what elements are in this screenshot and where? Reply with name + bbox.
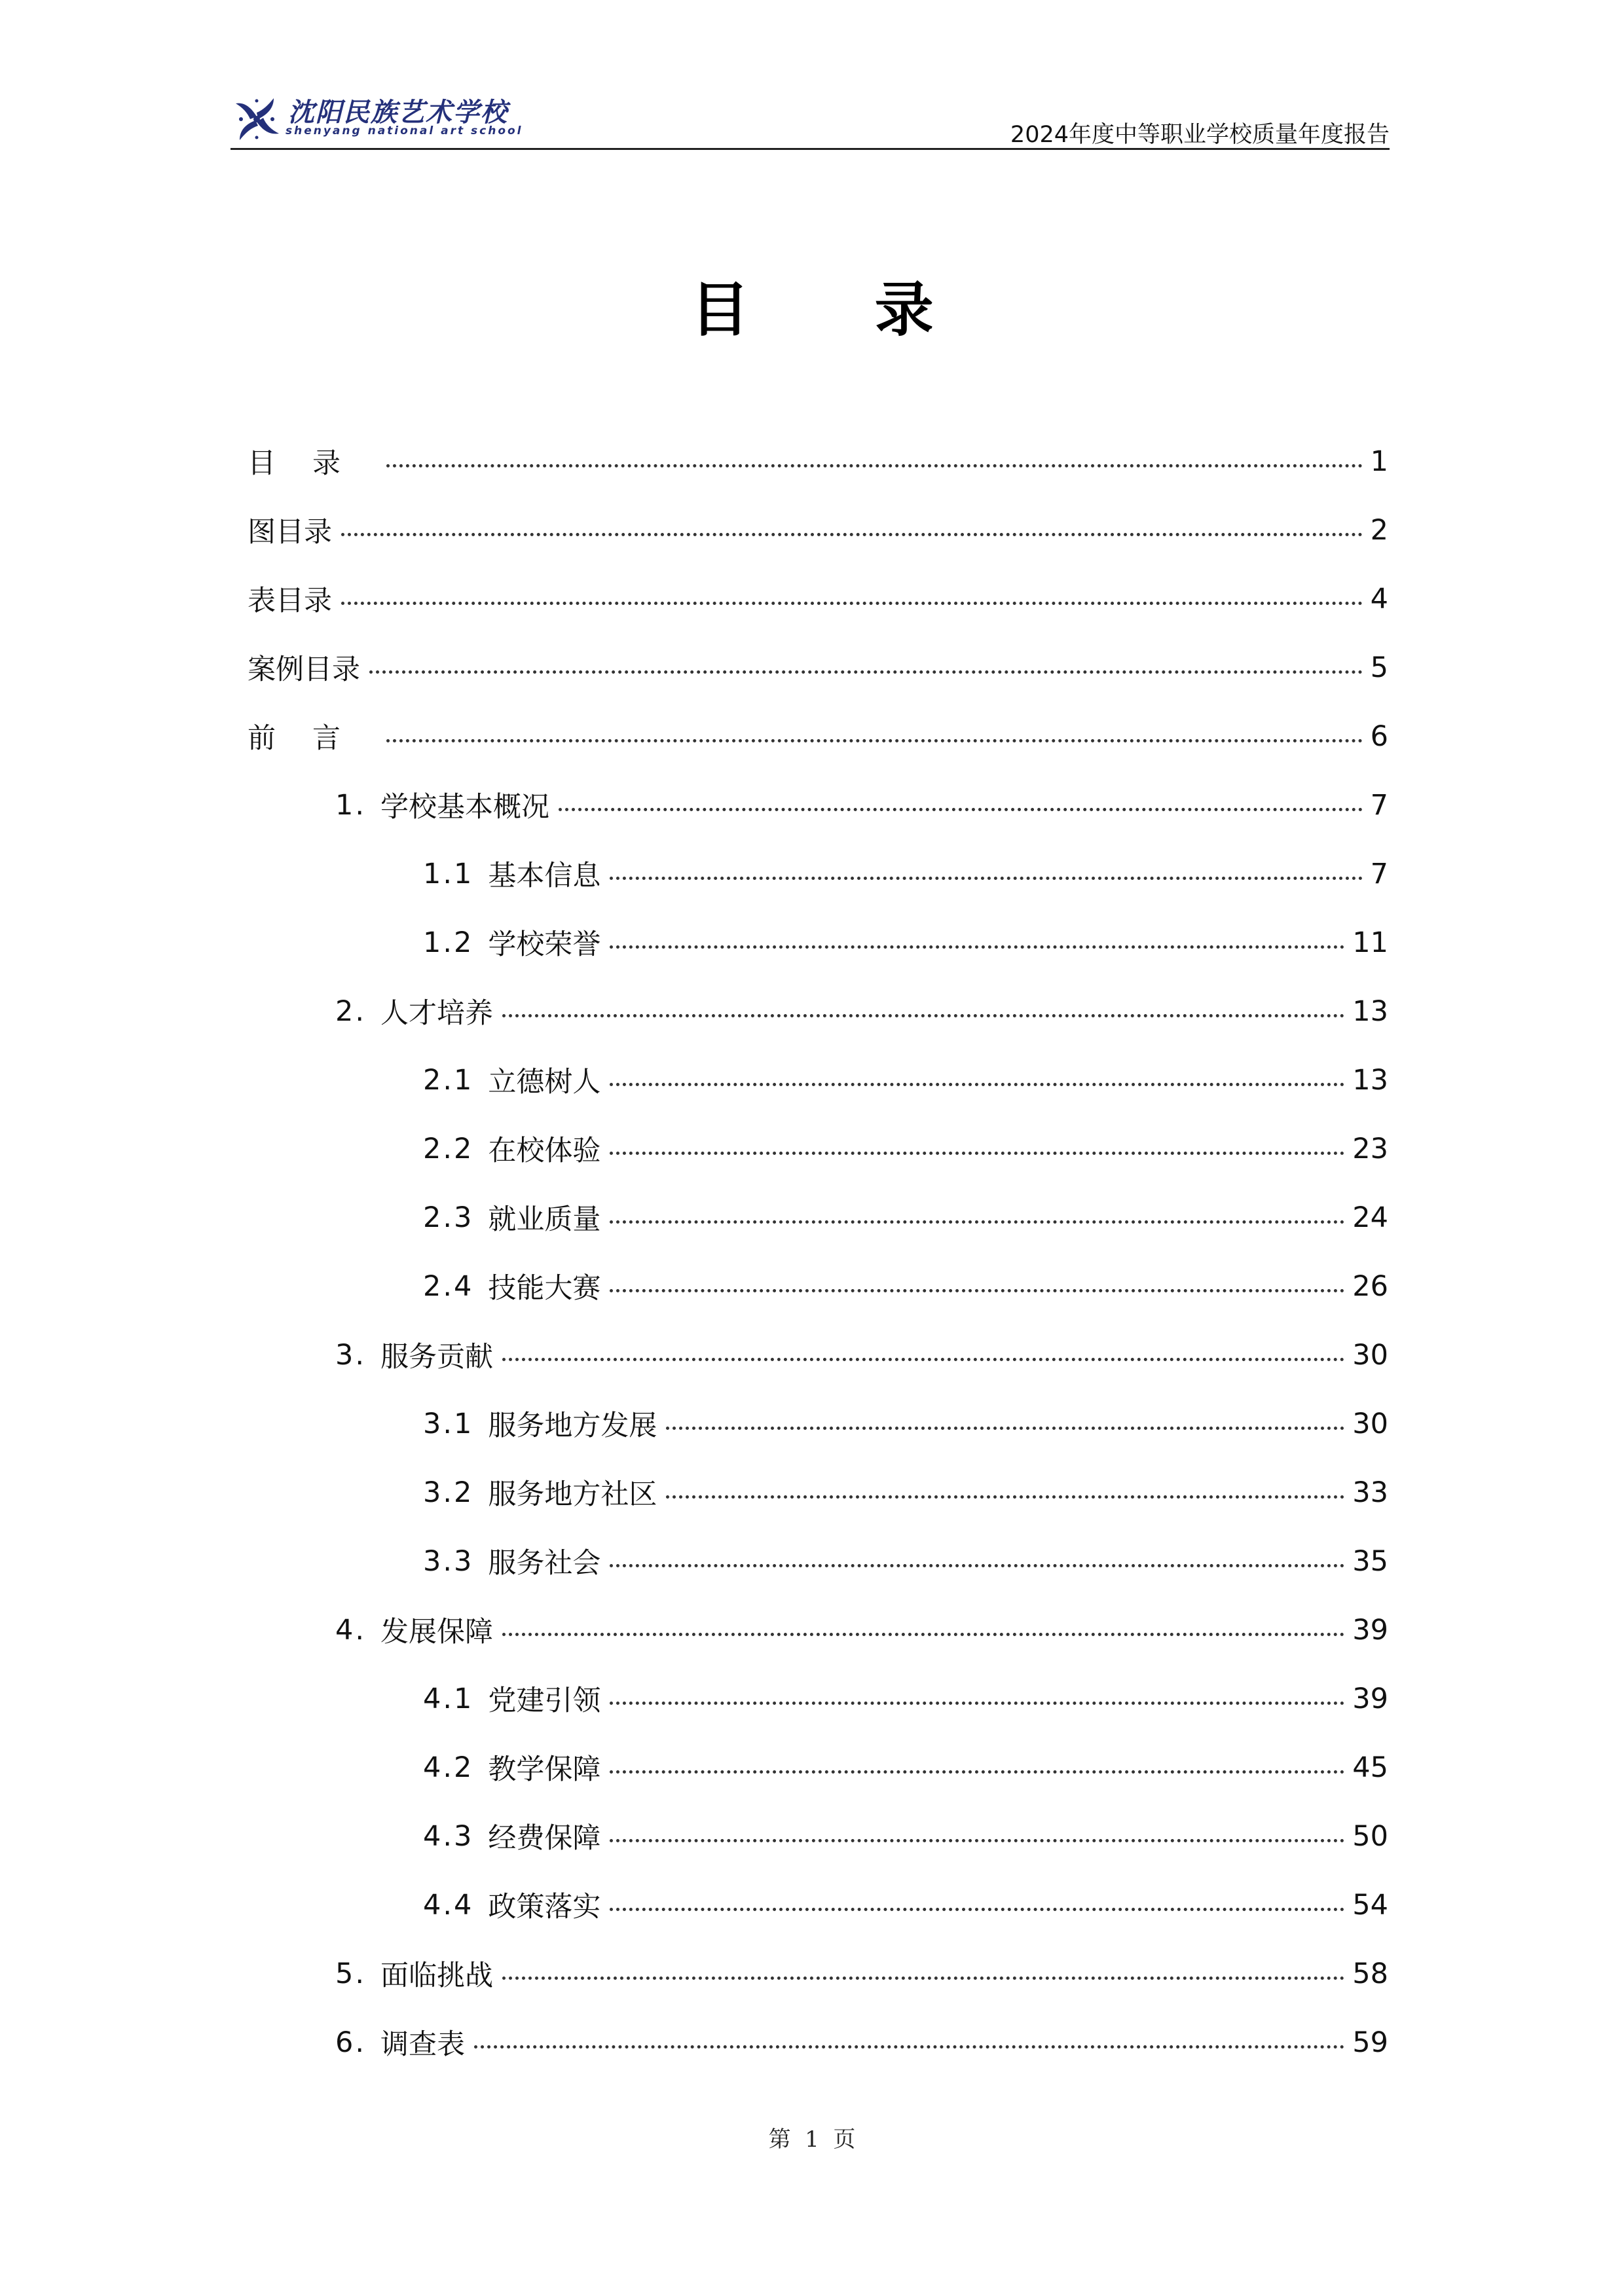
toc-entry[interactable]	[248, 1458, 1388, 1527]
toc-dot-leader	[559, 808, 1363, 811]
toc-dot-leader	[610, 1564, 1344, 1567]
toc-entry-page-number: 23	[1352, 1132, 1388, 1165]
toc-entry-label: 目录	[248, 447, 377, 480]
toc-dot-leader	[610, 1289, 1344, 1292]
toc-dot-leader	[610, 1908, 1344, 1911]
toc-dot-leader	[386, 464, 1363, 467]
toc-dot-leader	[369, 670, 1363, 674]
toc-dot-leader	[341, 602, 1363, 605]
toc-dot-leader	[502, 1014, 1344, 1017]
toc-entry-page-number: 39	[1352, 1613, 1388, 1647]
toc-entry-number: 6.	[335, 2026, 367, 2059]
toc-entry-number: 4.	[335, 1613, 367, 1647]
toc-entry-number: 4.1	[423, 1682, 474, 1715]
toc-dot-leader	[474, 2045, 1344, 2049]
toc-entry-label: 服务贡献	[380, 1341, 494, 1374]
toc-entry[interactable]	[248, 564, 1388, 633]
toc-entry-page-number: 7	[1370, 857, 1388, 890]
toc-entry[interactable]	[248, 633, 1388, 702]
toc-entry-label: 前言	[248, 722, 377, 755]
logo-school-name-cn: 沈阳民族艺术学校	[288, 97, 508, 128]
toc-entry-page-number: 50	[1352, 1819, 1388, 1853]
toc-entry[interactable]	[248, 1939, 1388, 2008]
toc-entry-label: 立德树人	[488, 1066, 601, 1099]
toc-entry[interactable]	[248, 1870, 1388, 1939]
toc-entry-page-number: 1	[1370, 445, 1388, 478]
toc-dot-leader	[610, 1702, 1344, 1705]
toc-entry-page-number: 6	[1370, 720, 1388, 753]
toc-entry[interactable]	[248, 427, 1388, 496]
toc-entry-page-number: 59	[1352, 2026, 1388, 2059]
toc-entry-page-number: 45	[1352, 1751, 1388, 1784]
page-header	[231, 92, 1390, 151]
toc-entry[interactable]	[248, 1389, 1388, 1458]
toc-dot-leader	[610, 1152, 1344, 1155]
toc-entry-number: 2.2	[423, 1132, 474, 1165]
toc-entry[interactable]	[248, 702, 1388, 771]
toc-entry[interactable]	[248, 1664, 1388, 1733]
toc-entry-number: 3.	[335, 1338, 367, 1372]
toc-entry-page-number: 13	[1352, 1063, 1388, 1097]
toc-entry-number: 2.4	[423, 1269, 474, 1303]
toc-entry-label: 发展保障	[380, 1616, 494, 1649]
toc-entry-number: 2.1	[423, 1063, 474, 1097]
toc-entry-label: 就业质量	[488, 1203, 601, 1236]
toc-entry-number: 2.	[335, 994, 367, 1028]
school-emblem-icon	[231, 93, 283, 145]
toc-dot-leader	[610, 1083, 1344, 1086]
toc-entry-label: 人才培养	[380, 997, 494, 1030]
toc-entry[interactable]	[248, 1183, 1388, 1252]
toc-entry-page-number: 33	[1352, 1476, 1388, 1509]
toc-entry-label: 图目录	[248, 516, 332, 549]
toc-entry-number: 3.1	[423, 1407, 474, 1440]
toc-entry-label: 服务社会	[488, 1547, 601, 1580]
toc-entry[interactable]	[248, 839, 1388, 908]
toc-entry-page-number: 24	[1352, 1201, 1388, 1234]
toc-entry[interactable]	[248, 977, 1388, 1046]
toc-entry-label: 经费保障	[488, 1822, 601, 1855]
toc-entry-page-number: 5	[1370, 651, 1388, 684]
toc-dot-leader	[502, 1633, 1344, 1636]
toc-entry-number: 4.4	[423, 1888, 474, 1922]
toc-entry-page-number: 39	[1352, 1682, 1388, 1715]
toc-entry-number: 3.2	[423, 1476, 474, 1509]
toc-entry-label: 教学保障	[488, 1753, 601, 1786]
toc-dot-leader	[610, 1839, 1344, 1842]
toc-entry-number: 1.	[335, 788, 367, 822]
toc-entry-label: 服务地方发展	[488, 1410, 657, 1442]
toc-entry[interactable]	[248, 1733, 1388, 1802]
toc-entry-label: 服务地方社区	[488, 1478, 657, 1511]
toc-entry[interactable]	[248, 1252, 1388, 1321]
toc-entry-label: 党建引领	[488, 1685, 601, 1717]
header-divider	[231, 148, 1390, 150]
toc-entry-number: 5.	[335, 1957, 367, 1990]
school-logo	[231, 92, 523, 149]
report-title: 2024年度中等职业学校质量年度报告	[1010, 122, 1390, 148]
toc-entry[interactable]	[248, 1046, 1388, 1114]
toc-entry-label: 表目录	[248, 585, 332, 617]
toc-dot-leader	[341, 533, 1363, 536]
toc-entry[interactable]	[248, 1321, 1388, 1389]
toc-entry-page-number: 2	[1370, 513, 1388, 547]
toc-entry-number: 1.1	[423, 857, 474, 890]
page-footer: 第 1 页	[768, 2126, 856, 2153]
toc-entry-label: 学校荣誉	[488, 928, 601, 961]
toc-entry-page-number: 4	[1370, 582, 1388, 615]
toc-entry-label: 案例目录	[248, 653, 360, 686]
toc-entry-page-number: 13	[1352, 994, 1388, 1028]
toc-dot-leader	[610, 945, 1344, 949]
toc-dot-leader	[666, 1427, 1344, 1430]
toc-entry-page-number: 30	[1352, 1407, 1388, 1440]
toc-entry-page-number: 35	[1352, 1544, 1388, 1578]
toc-entry-label: 技能大赛	[488, 1272, 601, 1305]
toc-entry-page-number: 30	[1352, 1338, 1388, 1372]
toc-dot-leader	[610, 877, 1362, 880]
toc-entry-page-number: 26	[1352, 1269, 1388, 1303]
toc-entry-label: 调查表	[380, 2028, 466, 2061]
toc-entry-label: 在校体验	[488, 1135, 601, 1167]
toc-entry-page-number: 11	[1352, 926, 1388, 959]
toc-entry-label: 政策落实	[488, 1891, 601, 1923]
toc-entry-label: 基本信息	[488, 860, 601, 892]
toc-entry[interactable]	[248, 496, 1388, 564]
page-title: 目 录	[690, 276, 986, 344]
toc-entry-number: 4.3	[423, 1819, 474, 1853]
toc-entry-label: 学校基本概况	[380, 791, 550, 824]
toc-entry-page-number: 58	[1352, 1957, 1388, 1990]
toc-entry[interactable]	[248, 1595, 1388, 1664]
toc-entry-number: 4.2	[423, 1751, 474, 1784]
toc-entry[interactable]	[248, 1802, 1388, 1870]
toc-entry[interactable]	[248, 1527, 1388, 1595]
toc-dot-leader	[666, 1495, 1344, 1499]
toc-entry[interactable]	[248, 2008, 1388, 2077]
toc-entry[interactable]	[248, 1114, 1388, 1183]
toc-entry-page-number: 7	[1370, 788, 1388, 822]
toc-dot-leader	[502, 1358, 1344, 1361]
toc-entry-number: 1.2	[423, 926, 474, 959]
toc-entry-number: 3.3	[423, 1544, 474, 1578]
toc-entry-label: 面临挑战	[380, 1959, 494, 1992]
toc-dot-leader	[386, 739, 1363, 742]
toc-dot-leader	[502, 1977, 1344, 1980]
toc-entry-page-number: 54	[1352, 1888, 1388, 1922]
table-of-contents	[248, 427, 1388, 2077]
toc-dot-leader	[610, 1770, 1344, 1774]
toc-entry-number: 2.3	[423, 1201, 474, 1234]
toc-dot-leader	[610, 1220, 1344, 1224]
toc-entry[interactable]	[248, 771, 1388, 839]
toc-entry[interactable]	[248, 908, 1388, 977]
logo-school-name-en: shenyang national art school	[286, 124, 523, 137]
